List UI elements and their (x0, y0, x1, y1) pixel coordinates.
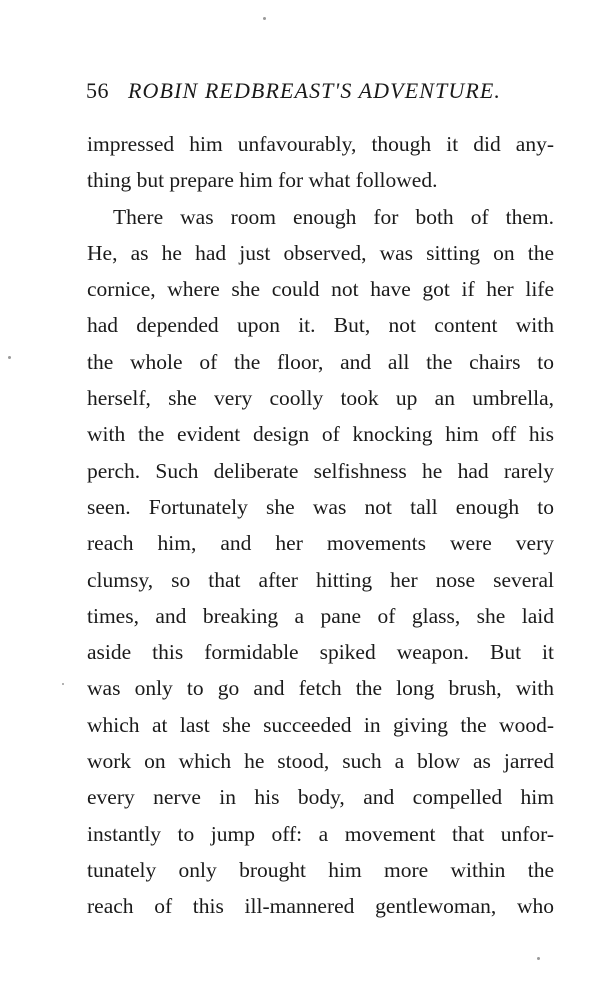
text-line: times, and breaking a pane of glass, she laid (87, 603, 554, 628)
text-line: which at last she succeeded in giving the wood- (87, 712, 554, 737)
paragraph-first-line: There was room enough for both of them. (113, 204, 554, 229)
page-number: 56 (86, 78, 109, 103)
text-line: impressed him unfavourably, though it did any- (87, 132, 554, 156)
paper-speck (62, 683, 64, 685)
text-line: clumsy, so that after hitting her nose several (87, 567, 554, 592)
text-line: had depended upon it. But, not content with (87, 313, 554, 338)
text-line: every nerve in his body, and compelled him (87, 785, 554, 810)
text-line: with the evident design of knocking him off his (87, 422, 554, 447)
text-line: seen. Fortunately she was not tall enough to (87, 494, 554, 519)
text-line: thing but prepare him for what followed. (87, 168, 438, 193)
paper-speck (8, 356, 11, 359)
text-line: reach of this ill-mannered gentlewoman, who (87, 894, 554, 919)
text-line: perch. Such deliberate selfishness he had rarely (87, 458, 554, 483)
text-line: instantly to jump off: a movement that unfor- (87, 821, 554, 846)
text-line: reach him, and her movements were very (87, 531, 554, 556)
text-line: was only to go and fetch the long brush, with (87, 676, 554, 701)
running-title: ROBIN REDBREAST'S ADVENTURE. (128, 78, 502, 103)
paper-speck (537, 957, 540, 960)
text-line: aside this formidable spiked weapon. But it (87, 640, 554, 665)
text-line: cornice, where she could not have got if her life (87, 277, 554, 302)
paper-speck (263, 17, 266, 20)
text-line: He, as he had just observed, was sitting on the (87, 240, 554, 265)
running-head (86, 76, 556, 106)
text-line: work on which he stood, such a blow as jarred (87, 749, 554, 774)
text-line: tunately only brought him more within the (87, 857, 554, 882)
text-line: the whole of the floor, and all the chairs to (87, 349, 554, 374)
text-line: herself, she very coolly took up an umbrella, (87, 386, 554, 411)
body-text (87, 126, 554, 925)
